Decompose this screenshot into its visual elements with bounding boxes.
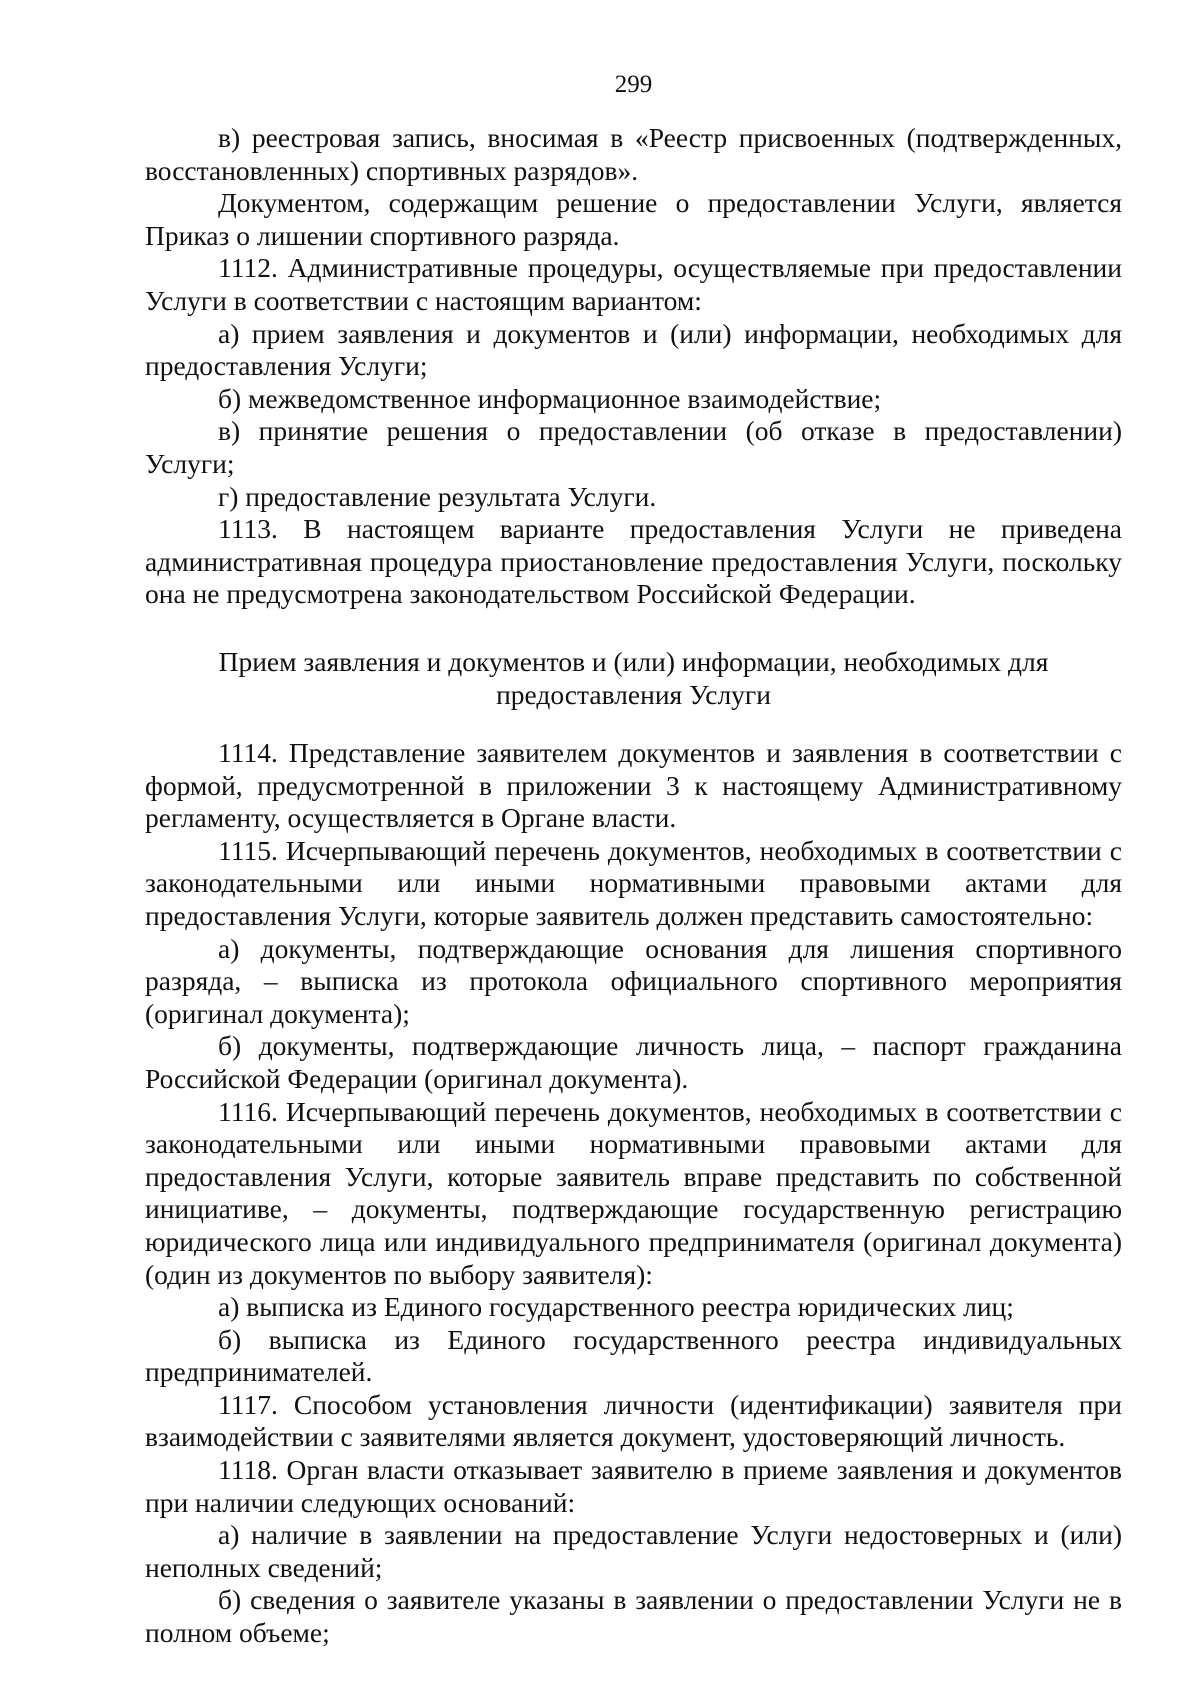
bottom-text-block	[145, 737, 1122, 1650]
list-item-a-unreliable-info: а) наличие в заявлении на предоставление Услуги недостоверных и (или) неполных сведений;	[145, 1519, 1122, 1583]
section-heading-block	[145, 646, 1122, 711]
list-item-a-sport-grounds: а) документы, подтверждающие основания для лишения спортивного разряда, – выписка из протокола официального спортивного мероприятия (оригинал документа);	[145, 932, 1122, 1029]
list-item-b-identity: б) документы, подтверждающие личность лица, – паспорт гражданина Российской Федерации (оригинал документа).	[145, 1030, 1122, 1094]
list-item-a-reception: а) прием заявления и документов и (или) информации, необходимых для предоставления Услуги;	[145, 317, 1122, 382]
page-number: 299	[614, 71, 653, 98]
paragraph-1115: 1115. Исчерпывающий перечень документов, необходимых в соответствии с законодательными или иными нормативными правовыми актами для предоставления Услуги, которые заявитель должен представить самостоятельно:	[145, 834, 1122, 931]
paragraph-result-registry-entry: в) реестровая запись, вносимая в «Реестр присвоенных (подтвержденных, восстановленных) спортивных разрядов».	[145, 122, 1122, 186]
paragraph-1116: 1116. Исчерпывающий перечень документов, необходимых в соответствии с законодательными или иными нормативными правовыми актами для предоставления Услуги, которые заявитель вправе представить по собственной инициативе, – документы, подтверждающие государственную регистрацию юридического лица или индивидуального предпринимателя (оригинал документа) (один из документов по выбору заявителя):	[145, 1095, 1122, 1290]
list-item-g-result: г) предоставление результата Услуги.	[218, 480, 657, 512]
paragraph-1117: 1117. Способом установления личности (идентификации) заявителя при взаимодействии с заявителями является документ, удостоверяющий личность.	[145, 1388, 1122, 1453]
list-item-a-legal-entities: а) выписка из Единого государственного реестра юридических лиц;	[218, 1291, 1014, 1323]
paragraph-1114: 1114. Представление заявителем документов и заявления в соответствии с формой, предусмотренной в приложении 3 к настоящему Административному регламенту, осуществляется в Органе власти.	[145, 737, 1122, 834]
list-item-b-entrepreneurs: б) выписка из Единого государственного реестра индивидуальных предпринимателей.	[145, 1323, 1122, 1388]
paragraph-1112: 1112. Административные процедуры, осуществляемые при предоставлении Услуги в соответствии с настоящим вариантом:	[145, 252, 1122, 316]
top-text-block	[145, 122, 1122, 611]
list-item-v-decision: в) принятие решения о предоставлении (об отказе в предоставлении) Услуги;	[145, 415, 1122, 479]
paragraph-1113: 1113. В настоящем варианте предоставления Услуги не приведена административная процедура приостановление предоставления Услуги, поскольку она не предусмотрена законодательством Российской Федерации.	[145, 513, 1122, 610]
list-item-b-incomplete-info: б) сведения о заявителе указаны в заявлении о предоставлении Услуги не в полном объеме;	[145, 1584, 1122, 1649]
list-item-b-interagency: б) межведомственное информационное взаимодействие;	[218, 382, 882, 414]
paragraph-1118: 1118. Орган власти отказывает заявителю в приеме заявления и документов при наличии следующих оснований:	[145, 1454, 1122, 1518]
section-heading: Прием заявления и документов и (или) информации, необходимых для предоставления Услуги	[218, 646, 1049, 710]
paragraph-decision-document: Документом, содержащим решение о предоставлении Услуги, является Приказ о лишении спортивного разряда.	[145, 187, 1122, 251]
